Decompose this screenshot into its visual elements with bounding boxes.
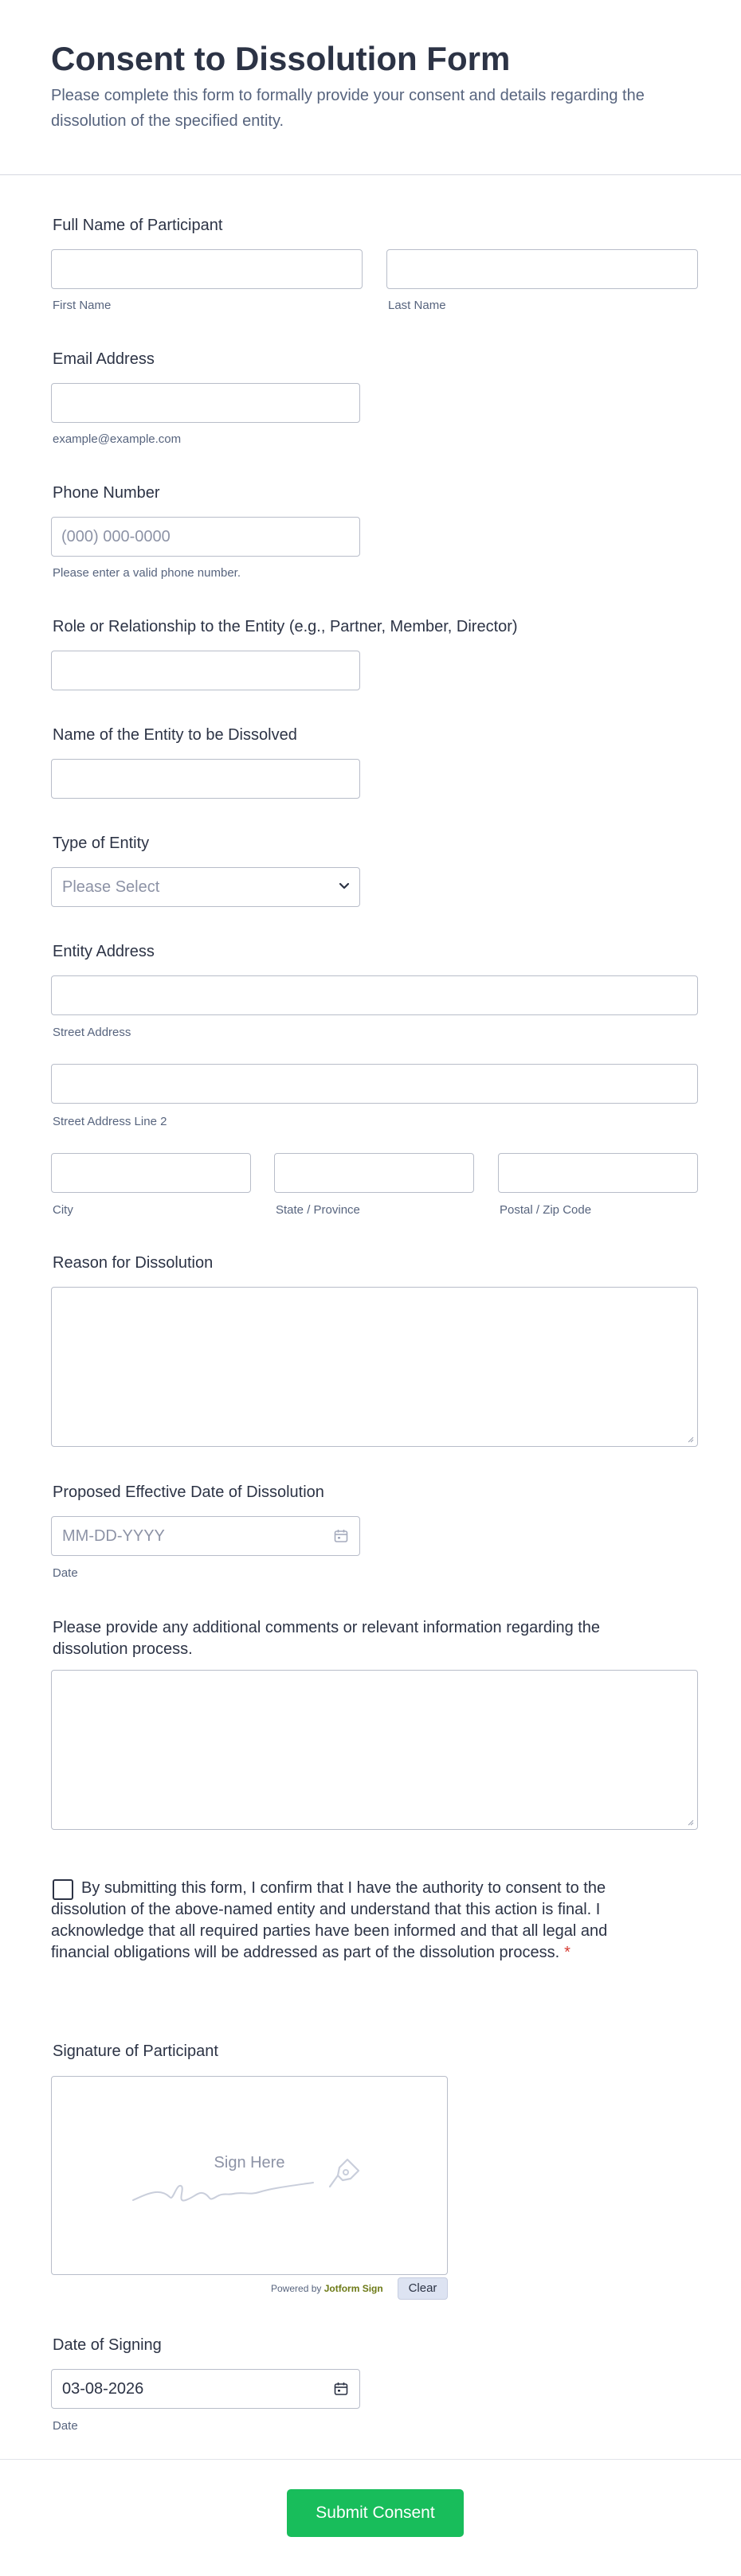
- calendar-icon[interactable]: [334, 1529, 348, 1543]
- effective-date-placeholder: MM-DD-YYYY: [62, 1527, 165, 1545]
- email-label: Email Address: [53, 350, 155, 368]
- last-name-input[interactable]: [386, 249, 698, 289]
- form-header: [0, 0, 741, 175]
- entity-type-select[interactable]: [51, 867, 360, 907]
- role-label: Role or Relationship to the Entity (e.g., Partner, Member, Director): [53, 618, 518, 635]
- signature-placeholder: Sign Here: [214, 2154, 285, 2171]
- reason-label: Reason for Dissolution: [53, 1254, 214, 1272]
- street-address-input[interactable]: [51, 975, 698, 1015]
- state-input[interactable]: [274, 1153, 474, 1193]
- last-name-sublabel: Last Name: [388, 299, 446, 312]
- street-address-line2-sublabel: Street Address Line 2: [53, 1115, 167, 1128]
- zip-input[interactable]: [498, 1153, 698, 1193]
- email-input[interactable]: [51, 383, 360, 423]
- submit-button[interactable]: Submit Consent: [287, 2489, 464, 2537]
- footer-divider: [0, 2459, 741, 2460]
- entity-type-label: Type of Entity: [53, 835, 150, 852]
- entity-type-placeholder: Please Select: [62, 878, 160, 896]
- signature-label: Signature of Participant: [53, 2042, 218, 2060]
- powered-by-text: Powered by: [271, 2283, 322, 2294]
- pen-nib-icon: [327, 2156, 362, 2191]
- consent-statement: [51, 1878, 625, 1964]
- phone-sublabel: Please enter a valid phone number.: [53, 566, 241, 580]
- signing-date-value: 03-08-2026: [62, 2380, 144, 2398]
- signing-date-label: Date of Signing: [53, 2336, 162, 2354]
- effective-date-sublabel: Date: [53, 1566, 78, 1580]
- resize-handle-icon[interactable]: [686, 1435, 694, 1443]
- entity-name-input[interactable]: [51, 759, 360, 799]
- effective-date-input[interactable]: [51, 1516, 360, 1556]
- state-sublabel: State / Province: [276, 1203, 360, 1217]
- email-sublabel: example@example.com: [53, 432, 182, 446]
- zip-sublabel: Postal / Zip Code: [500, 1203, 592, 1217]
- effective-date-label: Proposed Effective Date of Dissolution: [53, 1483, 324, 1501]
- phone-input[interactable]: [51, 517, 360, 557]
- signature-pad[interactable]: [51, 2076, 448, 2275]
- first-name-sublabel: First Name: [53, 299, 112, 312]
- reason-textarea[interactable]: [51, 1287, 698, 1447]
- form-description: Please complete this form to formally provide your consent and details regarding the dissolution of the specified entity.: [51, 87, 645, 130]
- powered-by: [271, 2283, 383, 2294]
- street-address-line2-input[interactable]: [51, 1064, 698, 1104]
- city-sublabel: City: [53, 1203, 73, 1217]
- signing-date-input[interactable]: [51, 2369, 360, 2409]
- calendar-icon[interactable]: [334, 2382, 348, 2396]
- jotform-sign-brand: Jotform Sign: [323, 2283, 383, 2294]
- first-name-input[interactable]: [51, 249, 363, 289]
- street-address-sublabel: Street Address: [53, 1026, 131, 1039]
- entity-name-label: Name of the Entity to be Dissolved: [53, 726, 297, 744]
- phone-label: Phone Number: [53, 484, 160, 502]
- comments-textarea[interactable]: [51, 1670, 698, 1830]
- chevron-down-icon: [339, 882, 350, 890]
- city-input[interactable]: [51, 1153, 251, 1193]
- address-label: Entity Address: [53, 943, 155, 960]
- clear-signature-button[interactable]: Clear: [398, 2277, 448, 2300]
- consent-text: By submitting this form, I confirm that I have the authority to consent to the dissolution of the above-named entity and understand that this action is final. I acknowledge that all required parties have been informed and that all legal and financial obligations will be addressed as part of the dissolution process.: [51, 1879, 608, 1961]
- full-name-label: Full Name of Participant: [53, 217, 223, 234]
- form-title: Consent to Dissolution Form: [51, 40, 511, 77]
- signature-scribble-icon: [131, 2176, 315, 2208]
- role-input[interactable]: [51, 651, 360, 690]
- resize-handle-icon[interactable]: [686, 1818, 694, 1826]
- required-mark: *: [564, 1944, 570, 1961]
- signing-date-sublabel: Date: [53, 2419, 78, 2433]
- comments-label: Please provide any additional comments or relevant information regarding the dissolution process.: [53, 1619, 601, 1658]
